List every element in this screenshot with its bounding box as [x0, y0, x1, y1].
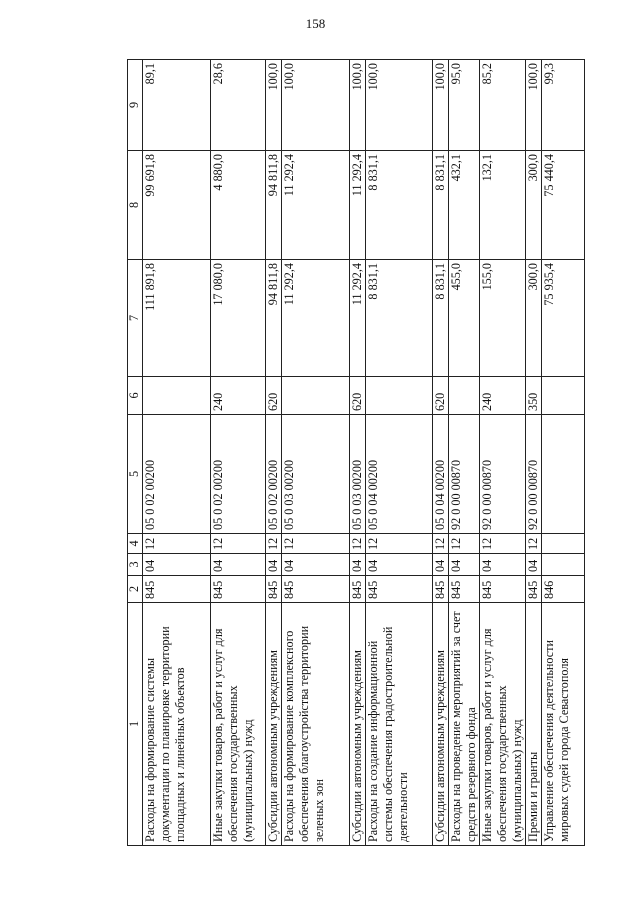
cell-percent: 100,0 — [282, 60, 350, 151]
cell-ministry-code: 845 — [433, 576, 449, 603]
cell-section: 04 — [350, 554, 366, 576]
cell-section: 04 — [526, 554, 542, 576]
cell-planned: 8 831,1 — [433, 260, 449, 377]
cell-subsection: 12 — [143, 534, 211, 554]
cell-planned: 17 080,0 — [211, 260, 266, 377]
table-body — [143, 60, 585, 846]
cell-target-article: 05 0 02 00200 — [211, 415, 266, 534]
cell-name: Субсидии автономным учреждениям — [350, 603, 366, 846]
table-row — [282, 60, 350, 846]
cell-expense-type: 240 — [211, 377, 266, 415]
cell-percent: 100,0 — [526, 60, 542, 151]
cell-section: 04 — [211, 554, 266, 576]
cell-executed: 4 880,0 — [211, 151, 266, 260]
cell-target-article: 05 0 02 00200 — [143, 415, 211, 534]
column-header-name: 1 — [128, 603, 143, 846]
column-header-executed: 8 — [128, 151, 143, 260]
cell-subsection: 12 — [526, 534, 542, 554]
cell-subsection: 12 — [449, 534, 480, 554]
cell-executed: 8 831,1 — [433, 151, 449, 260]
cell-percent: 99,3 — [542, 60, 585, 151]
table-row — [480, 60, 526, 846]
cell-name: Расходы на формирование системы документации по планировке территории площадных и линейных объектов — [143, 603, 211, 846]
cell-section: 04 — [366, 554, 433, 576]
cell-planned: 111 891,8 — [143, 260, 211, 377]
cell-percent: 100,0 — [366, 60, 433, 151]
cell-name: Управление обеспечения деятельности мировых судей города Севастополя — [542, 603, 585, 846]
cell-planned: 11 292,4 — [282, 260, 350, 377]
cell-expense-type — [282, 377, 350, 415]
cell-expense-type: 620 — [266, 377, 282, 415]
cell-planned: 75 935,4 — [542, 260, 585, 377]
cell-name: Расходы на формирование комплексного обеспечения благоустройства территории зеленых зон — [282, 603, 350, 846]
cell-name: Субсидии автономным учреждениям — [266, 603, 282, 846]
cell-expense-type: 350 — [526, 377, 542, 415]
cell-planned: 94 811,8 — [266, 260, 282, 377]
cell-executed: 94 811,8 — [266, 151, 282, 260]
page-number: 158 — [305, 16, 326, 31]
table-row — [526, 60, 542, 846]
cell-target-article: 05 0 03 00200 — [282, 415, 350, 534]
cell-percent: 95,0 — [449, 60, 480, 151]
budget-table — [127, 59, 585, 846]
cell-section: 04 — [480, 554, 526, 576]
cell-subsection: 12 — [480, 534, 526, 554]
cell-ministry-code: 845 — [266, 576, 282, 603]
cell-ministry-code: 845 — [143, 576, 211, 603]
cell-executed: 99 691,8 — [143, 151, 211, 260]
table-row — [211, 60, 266, 846]
cell-subsection — [542, 534, 585, 554]
cell-expense-type: 240 — [480, 377, 526, 415]
cell-subsection: 12 — [366, 534, 433, 554]
column-header-section: 3 — [128, 554, 143, 576]
cell-section: 04 — [282, 554, 350, 576]
cell-name: Иные закупки товаров, работ и услуг для обеспечения государственных (муниципальных) нужд — [211, 603, 266, 846]
table-row — [143, 60, 211, 846]
table-row — [449, 60, 480, 846]
cell-name: Иные закупки товаров, работ и услуг для обеспечения государственных (муниципальных) нужд — [480, 603, 526, 846]
column-header-subsection: 4 — [128, 534, 143, 554]
cell-planned: 300,0 — [526, 260, 542, 377]
cell-executed: 432,1 — [449, 151, 480, 260]
table-row — [350, 60, 366, 846]
column-header-percent: 9 — [128, 60, 143, 151]
cell-target-article: 92 0 00 00870 — [449, 415, 480, 534]
cell-ministry-code: 845 — [449, 576, 480, 603]
column-header-target-article: 5 — [128, 415, 143, 534]
cell-subsection: 12 — [266, 534, 282, 554]
cell-section: 04 — [449, 554, 480, 576]
cell-subsection: 12 — [282, 534, 350, 554]
cell-section: 04 — [433, 554, 449, 576]
cell-ministry-code: 845 — [480, 576, 526, 603]
cell-section: 04 — [143, 554, 211, 576]
cell-target-article: 92 0 00 00870 — [480, 415, 526, 534]
cell-subsection: 12 — [211, 534, 266, 554]
cell-executed: 11 292,4 — [350, 151, 366, 260]
cell-expense-type — [542, 377, 585, 415]
cell-name: Расходы на создание информационной системы обеспечения градостроительной деятельности — [366, 603, 433, 846]
cell-ministry-code: 845 — [211, 576, 266, 603]
cell-expense-type — [143, 377, 211, 415]
cell-percent: 85,2 — [480, 60, 526, 151]
cell-ministry-code: 846 — [542, 576, 585, 603]
cell-subsection: 12 — [350, 534, 366, 554]
cell-target-article: 05 0 03 00200 — [350, 415, 366, 534]
cell-planned: 155,0 — [480, 260, 526, 377]
cell-percent: 100,0 — [266, 60, 282, 151]
cell-executed: 300,0 — [526, 151, 542, 260]
cell-percent: 28,6 — [211, 60, 266, 151]
cell-ministry-code: 845 — [350, 576, 366, 603]
table-row — [366, 60, 433, 846]
cell-target-article: 92 0 00 00870 — [526, 415, 542, 534]
cell-section: 04 — [266, 554, 282, 576]
cell-target-article — [542, 415, 585, 534]
cell-name: Премии и гранты — [526, 603, 542, 846]
cell-expense-type: 620 — [433, 377, 449, 415]
cell-planned: 455,0 — [449, 260, 480, 377]
cell-target-article: 05 0 04 00200 — [433, 415, 449, 534]
cell-percent: 100,0 — [350, 60, 366, 151]
cell-subsection: 12 — [433, 534, 449, 554]
cell-executed: 11 292,4 — [282, 151, 350, 260]
cell-expense-type — [366, 377, 433, 415]
cell-percent: 100,0 — [433, 60, 449, 151]
table-row — [433, 60, 449, 846]
table-row — [266, 60, 282, 846]
cell-target-article: 05 0 04 00200 — [366, 415, 433, 534]
cell-ministry-code: 845 — [282, 576, 350, 603]
cell-ministry-code: 845 — [526, 576, 542, 603]
cell-planned: 11 292,4 — [350, 260, 366, 377]
cell-percent: 89,1 — [143, 60, 211, 151]
column-header-ministry-code: 2 — [128, 576, 143, 603]
column-header-planned: 7 — [128, 260, 143, 377]
cell-target-article: 05 0 02 00200 — [266, 415, 282, 534]
cell-executed: 132,1 — [480, 151, 526, 260]
column-header-expense-type: 6 — [128, 377, 143, 415]
budget-table-container — [127, 60, 571, 846]
cell-executed: 8 831,1 — [366, 151, 433, 260]
table-header-row — [128, 60, 143, 846]
cell-section — [542, 554, 585, 576]
cell-name: Расходы на проведение мероприятий за счет средств резервного фонда — [449, 603, 480, 846]
cell-expense-type — [449, 377, 480, 415]
cell-name: Субсидии автономным учреждениям — [433, 603, 449, 846]
cell-expense-type: 620 — [350, 377, 366, 415]
table-row — [542, 60, 585, 846]
cell-ministry-code: 845 — [366, 576, 433, 603]
cell-executed: 75 440,4 — [542, 151, 585, 260]
cell-planned: 8 831,1 — [366, 260, 433, 377]
